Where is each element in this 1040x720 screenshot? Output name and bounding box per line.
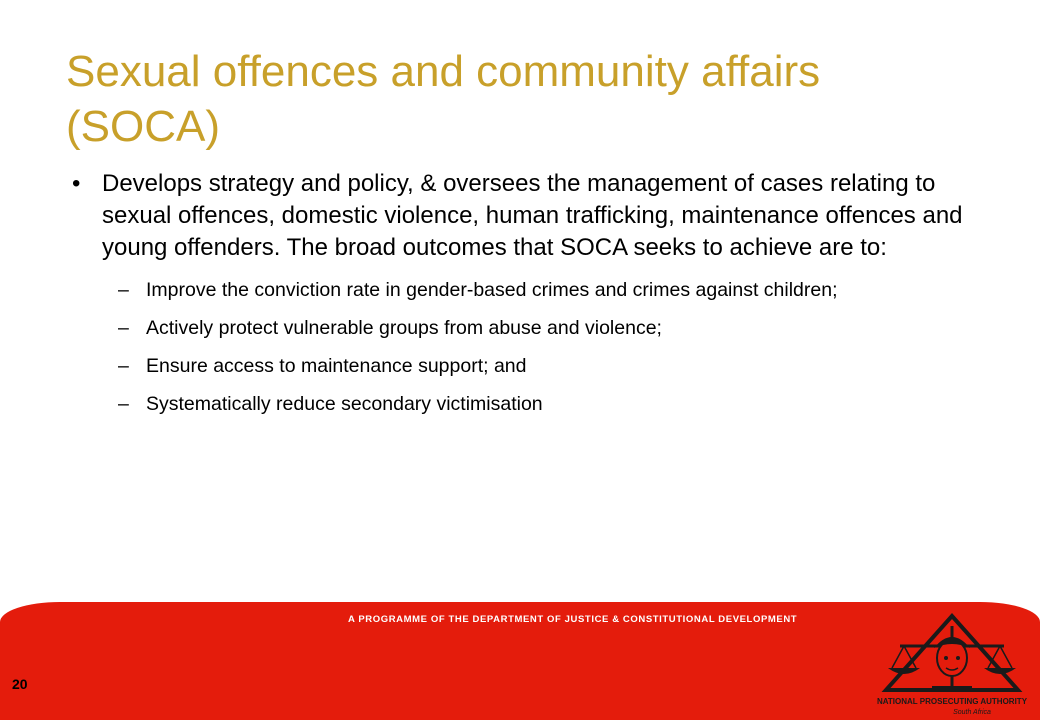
- sub-bullet: [118, 278, 886, 303]
- main-bullet: [72, 168, 992, 264]
- content-list: [72, 168, 992, 430]
- sub-bullet-text: Improve the conviction rate in gender-based crimes and crimes against children;: [146, 279, 838, 301]
- bullet-marker: •: [72, 170, 81, 197]
- sub-bullet-marker: –: [118, 355, 129, 377]
- npa-logo-icon: [872, 612, 1032, 718]
- sub-bullet: [118, 316, 886, 341]
- svg-text:South Africa: South Africa: [953, 709, 991, 716]
- sub-bullet-marker: –: [118, 317, 129, 339]
- sub-bullet-marker: –: [118, 393, 129, 415]
- sub-bullet: [118, 354, 886, 379]
- sub-bullet-text: Actively protect vulnerable groups from abuse and violence;: [146, 317, 662, 339]
- sub-bullet: [118, 392, 886, 417]
- slide-title: Sexual offences and community affairs (SOCA): [66, 47, 821, 151]
- page-number: 20: [12, 676, 28, 692]
- sub-bullet-text: Systematically reduce secondary victimisation: [146, 393, 543, 415]
- programme-banner: A PROGRAMME OF THE DEPARTMENT OF JUSTICE & CONSTITUTIONAL DEVELOPMENT: [348, 614, 798, 625]
- main-bullet-text: Develops strategy and policy, & oversees the management of cases relating to sexual offences, domestic violence, human trafficking, maintenance offences and young offenders. The broad outcomes that SOCA seeks to achieve are to:: [102, 170, 963, 261]
- svg-text:NATIONAL PROSECUTING AUTHORITY: NATIONAL PROSECUTING AUTHORITY: [876, 697, 1028, 706]
- sub-bullet-text: Ensure access to maintenance support; and: [146, 355, 527, 377]
- sub-bullet-list: [72, 278, 992, 417]
- sub-bullet-marker: –: [118, 279, 129, 301]
